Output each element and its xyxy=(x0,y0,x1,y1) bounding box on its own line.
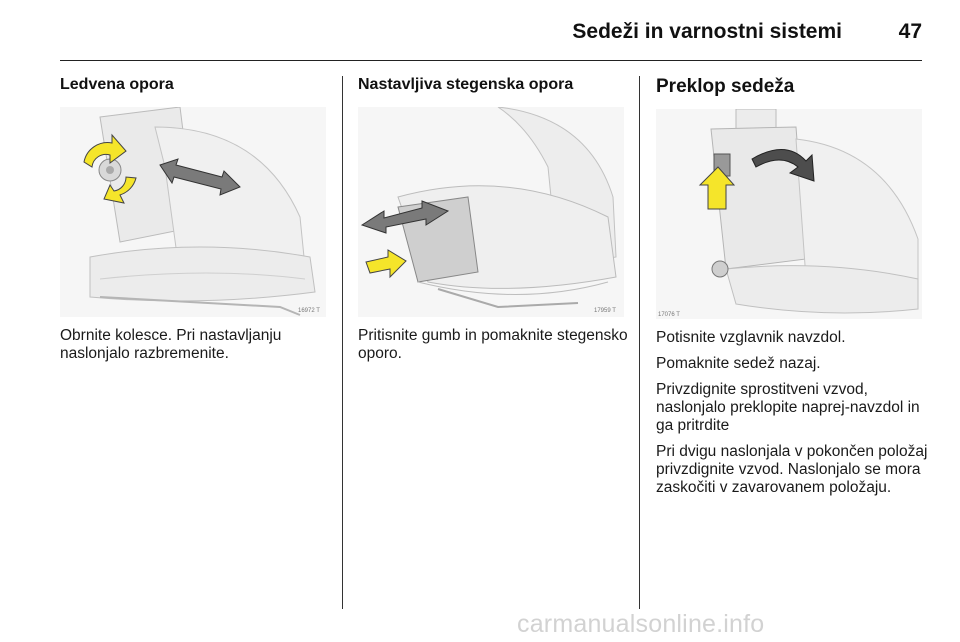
section-paragraph: Pritisnite gumb in pomaknite stegensko oporo. xyxy=(358,327,628,362)
figure-code: 16972 T xyxy=(298,308,320,314)
header-rule xyxy=(60,60,922,61)
header-title: Sedeži in varnostni sistemi xyxy=(572,20,842,43)
section-heading: Preklop sedeža xyxy=(656,76,795,97)
section-text xyxy=(656,329,928,505)
figure-code: 17959 T xyxy=(594,308,616,314)
watermark: carmanualsonline.info xyxy=(517,610,765,638)
section-paragraph: Obrnite kolesce. Pri nastavljanju naslonjalo razbremenite. xyxy=(60,327,282,362)
column-divider xyxy=(639,76,640,609)
section-seat-folding xyxy=(656,76,928,496)
section-heading: Ledvena opora xyxy=(60,76,174,93)
seat-folding-illustration xyxy=(656,109,922,319)
section-heading: Nastavljiva stegenska opora xyxy=(358,76,574,93)
lumbar-support-illustration xyxy=(60,107,326,317)
section-lumbar-support xyxy=(60,76,330,362)
thigh-support-illustration xyxy=(358,107,624,317)
section-paragraph: Privzdignite sprostitveni vzvod, naslonjalo preklopite naprej-navzdol in ga pritrdite xyxy=(656,381,920,434)
page-number: 47 xyxy=(898,20,922,43)
section-paragraph: Pomaknite sedež nazaj. xyxy=(656,355,821,372)
section-paragraph: Potisnite vzglavnik navzdol. xyxy=(656,329,846,346)
column-divider xyxy=(342,76,343,609)
figure-code: 17076 T xyxy=(658,312,680,318)
section-paragraph: Pri dvigu naslonjala v pokončen položaj privzdignite vzvod. Naslonjalo se mora zaskočiti v zavarovanem položaju. xyxy=(656,443,928,496)
section-thigh-support xyxy=(358,76,628,362)
